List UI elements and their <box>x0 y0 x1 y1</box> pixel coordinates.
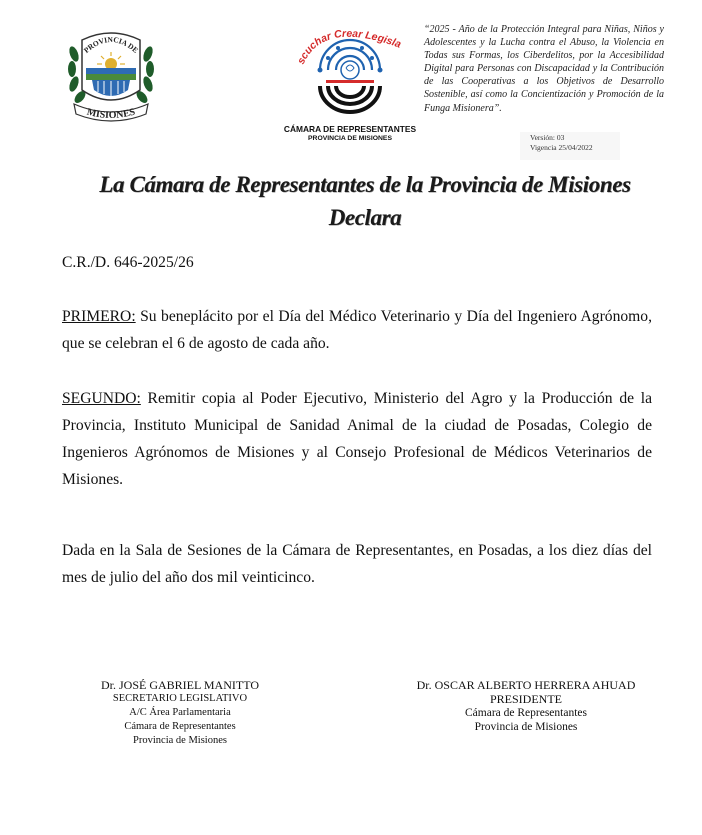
title-line2: Declara <box>328 205 402 230</box>
signer-role: PRESIDENTE <box>490 692 562 706</box>
svg-text:PROVINCIA DE: PROVINCIA DE <box>81 34 141 55</box>
signature-secretary <box>80 678 280 748</box>
version-label: Versión: 03 <box>530 133 565 142</box>
article-primero <box>62 303 652 357</box>
article-segundo-label: SEGUNDO: <box>62 390 141 407</box>
chamber-name-line1: CÁMARA DE REPRESENTANTES <box>283 124 417 134</box>
version-box <box>520 132 620 160</box>
signer-role: SECRETARIO LEGISLATIVO <box>112 693 248 704</box>
misiones-provincial-seal-icon <box>66 24 156 122</box>
article-segundo <box>62 385 652 493</box>
article-segundo-text: Remitir copia al Poder Ejecutivo, Ministerio del Agro y la Producción de la Provincia, Instituto Municipal de Sanidad Animal de la ciudad de Posadas, Colegio de Ingenieros Agrónomos de Misiones y al Consejo Profesional de Médicos Veterinarios de Misiones. <box>62 390 652 488</box>
svg-text:Escuchar Crear Legislar: scuchar Crear Legisla <box>295 27 403 67</box>
year-motto: “2025 - Año de la Protección Integral para Niñas, Niños y Adolescentes y la Lucha contra el Abuso, la Violencia en Todas sus Formas, los Ciberdelitos, por la Accesibilidad Digital para Personas con Discapacidad y la Contribución de las Cooperativas a los Objetivos de Desarrollo Sostenible, así como la Concientización y Promoción de la Funga Misionera”. <box>424 24 664 114</box>
signature-president <box>396 678 656 734</box>
vigencia-label: Vigencia 25/04/2022 <box>530 143 593 152</box>
signer-name: Dr. OSCAR ALBERTO HERRERA AHUAD <box>416 678 636 692</box>
closing-paragraph: Dada en la Sala de Sesiones de la Cámara de Representantes, en Posadas, a los diez días del mes de julio del año dos mil veinticinco. <box>62 542 652 586</box>
chamber-name-line2: PROVINCIA DE MISIONES <box>308 135 392 142</box>
article-primero-label: PRIMERO: <box>62 308 136 325</box>
signer-province: Provincia de Misiones <box>474 721 578 733</box>
chamber-name <box>280 125 420 143</box>
svg-text:MISIONES: MISIONES <box>85 106 137 122</box>
title-line1: La Cámara de Representantes de la Provincia de Misiones <box>99 172 631 197</box>
signer-province: Provincia de Misiones <box>133 735 227 746</box>
reference-number: C.R./D. 646-2025/26 <box>62 254 194 271</box>
signer-area: A/C Área Parlamentaria <box>129 707 231 718</box>
signer-body: Cámara de Representantes <box>465 707 587 719</box>
document-title <box>60 168 670 234</box>
article-primero-text: Su beneplácito por el Día del Médico Veterinario y Día del Ingeniero Agrónomo, que se celebran el 6 de agosto de cada año. <box>62 308 652 352</box>
signer-body: Cámara de Representantes <box>124 721 236 732</box>
camara-logo-icon <box>290 18 412 118</box>
signer-name: Dr. JOSÉ GABRIEL MANITTO <box>101 678 259 692</box>
